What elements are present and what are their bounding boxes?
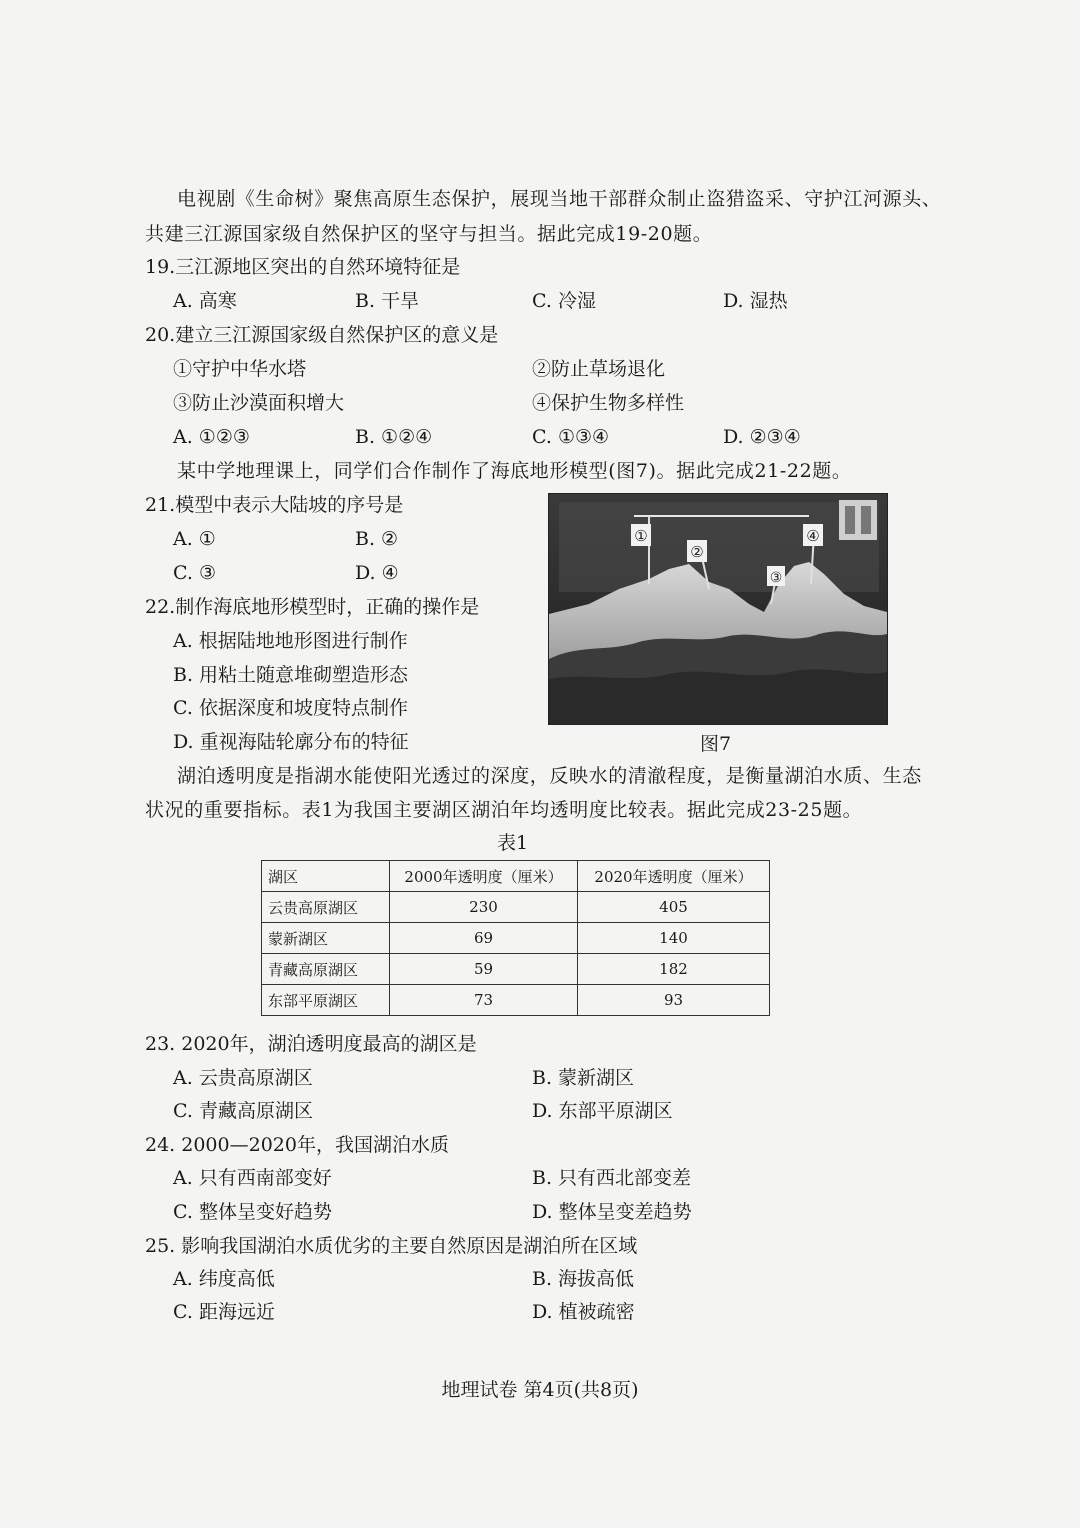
question-25-option-a: A. 纬度高低 [173, 1268, 275, 1290]
table-cell-2020: 405 [578, 892, 770, 923]
table-header-2020: 2020年透明度（厘米） [578, 861, 770, 892]
question-20-option-b: B. ①②④ [355, 426, 433, 448]
question-25-option-d: D. 植被疏密 [532, 1301, 635, 1323]
question-23-stem: 23. 2020年，湖泊透明度最高的湖区是 [145, 1033, 477, 1055]
question-21-option-d: D. ④ [355, 562, 399, 584]
table-title: 表1 [497, 832, 529, 854]
question-23-option-d: D. 东部平原湖区 [532, 1100, 673, 1122]
question-20-item-4: ④保护生物多样性 [532, 392, 685, 414]
table-cell-2000: 69 [390, 923, 578, 954]
intro-paragraph-1-line-2: 共建三江源国家级自然保护区的坚守与担当。据此完成19-20题。 [145, 223, 713, 245]
question-19-option-c: C. 冷湿 [532, 290, 596, 312]
question-22-option-a: A. 根据陆地地形图进行制作 [173, 630, 408, 652]
table-row [262, 923, 770, 954]
question-19-option-b: B. 干旱 [355, 290, 420, 312]
question-24-stem: 24. 2000—2020年，我国湖泊水质 [145, 1134, 449, 1156]
table-row [262, 954, 770, 985]
figure-caption: 图7 [700, 733, 732, 755]
table-cell-2000: 73 [390, 985, 578, 1016]
table-header-row [262, 861, 770, 892]
table-row [262, 985, 770, 1016]
table-cell-2020: 182 [578, 954, 770, 985]
question-20-stem: 20.建立三江源国家级自然保护区的意义是 [145, 324, 499, 346]
question-20-item-3: ③防止沙漠面积增大 [173, 392, 345, 414]
figure-marker-4: ④ [806, 527, 820, 545]
question-24-option-c: C. 整体呈变好趋势 [173, 1201, 332, 1223]
question-20-option-a: A. ①②③ [173, 426, 250, 448]
intro-paragraph-3-line-2: 状况的重要指标。表1为我国主要湖区湖泊年均透明度比较表。据此完成23-25题。 [145, 799, 863, 821]
seafloor-model-photo [548, 493, 888, 725]
question-22-stem: 22.制作海底地形模型时，正确的操作是 [145, 596, 480, 618]
question-22-option-b: B. 用粘土随意堆砌塑造形态 [173, 664, 409, 686]
question-23-option-c: C. 青藏高原湖区 [173, 1100, 313, 1122]
question-24-option-d: D. 整体呈变差趋势 [532, 1201, 692, 1223]
question-24-option-a: A. 只有西南部变好 [173, 1167, 332, 1189]
figure-marker-2: ② [690, 543, 704, 561]
intro-paragraph-1-line-1: 电视剧《生命树》聚焦高原生态保护，展现当地干部群众制止盗猎盗采、守护江河源头、 [177, 188, 942, 210]
figure-marker-3: ③ [769, 570, 783, 586]
question-21-option-a: A. ① [173, 528, 216, 550]
intro-paragraph-2: 某中学地理课上，同学们合作制作了海底地形模型(图7)。据此完成21-22题。 [177, 460, 852, 482]
question-21-stem: 21.模型中表示大陆坡的序号是 [145, 494, 404, 516]
table-cell-region: 蒙新湖区 [262, 923, 390, 954]
question-19-option-d: D. 湿热 [723, 290, 788, 312]
question-22-option-d: D. 重视海陆轮廓分布的特征 [173, 731, 409, 753]
question-20-option-d: D. ②③④ [723, 426, 801, 448]
table-cell-2000: 59 [390, 954, 578, 985]
table-header-lake-region: 湖区 [262, 861, 390, 892]
table-header-2000: 2000年透明度（厘米） [390, 861, 578, 892]
table-cell-2000: 230 [390, 892, 578, 923]
question-22-option-c: C. 依据深度和坡度特点制作 [173, 697, 408, 719]
question-21-option-b: B. ② [355, 528, 399, 550]
question-25-option-c: C. 距海远近 [173, 1301, 275, 1323]
question-19-option-a: A. 高寒 [173, 290, 237, 312]
question-23-option-a: A. 云贵高原湖区 [173, 1067, 313, 1089]
table-cell-2020: 93 [578, 985, 770, 1016]
question-25-option-b: B. 海拔高低 [532, 1268, 635, 1290]
question-25-stem: 25. 影响我国湖泊水质优劣的主要自然原因是湖泊所在区域 [145, 1235, 638, 1257]
table-row [262, 892, 770, 923]
page-footer: 地理试卷 第4页(共8页) [441, 1379, 639, 1401]
figure-marker-1: ① [634, 527, 648, 545]
question-20-item-2: ②防止草场退化 [532, 358, 666, 380]
seafloor-model-illustration [549, 494, 887, 724]
table-cell-2020: 140 [578, 923, 770, 954]
question-19-stem: 19.三江源地区突出的自然环境特征是 [145, 256, 461, 278]
table-cell-region: 云贵高原湖区 [262, 892, 390, 923]
intro-paragraph-3-line-1: 湖泊透明度是指湖水能使阳光透过的深度，反映水的清澈程度，是衡量湖泊水质、生态 [177, 765, 922, 787]
question-24-option-b: B. 只有西北部变差 [532, 1167, 692, 1189]
lake-transparency-table [261, 860, 770, 1016]
question-23-option-b: B. 蒙新湖区 [532, 1067, 635, 1089]
question-21-option-c: C. ③ [173, 562, 216, 584]
table-cell-region: 东部平原湖区 [262, 985, 390, 1016]
question-20-option-c: C. ①③④ [532, 426, 610, 448]
table-cell-region: 青藏高原湖区 [262, 954, 390, 985]
question-20-item-1: ①守护中华水塔 [173, 358, 307, 380]
